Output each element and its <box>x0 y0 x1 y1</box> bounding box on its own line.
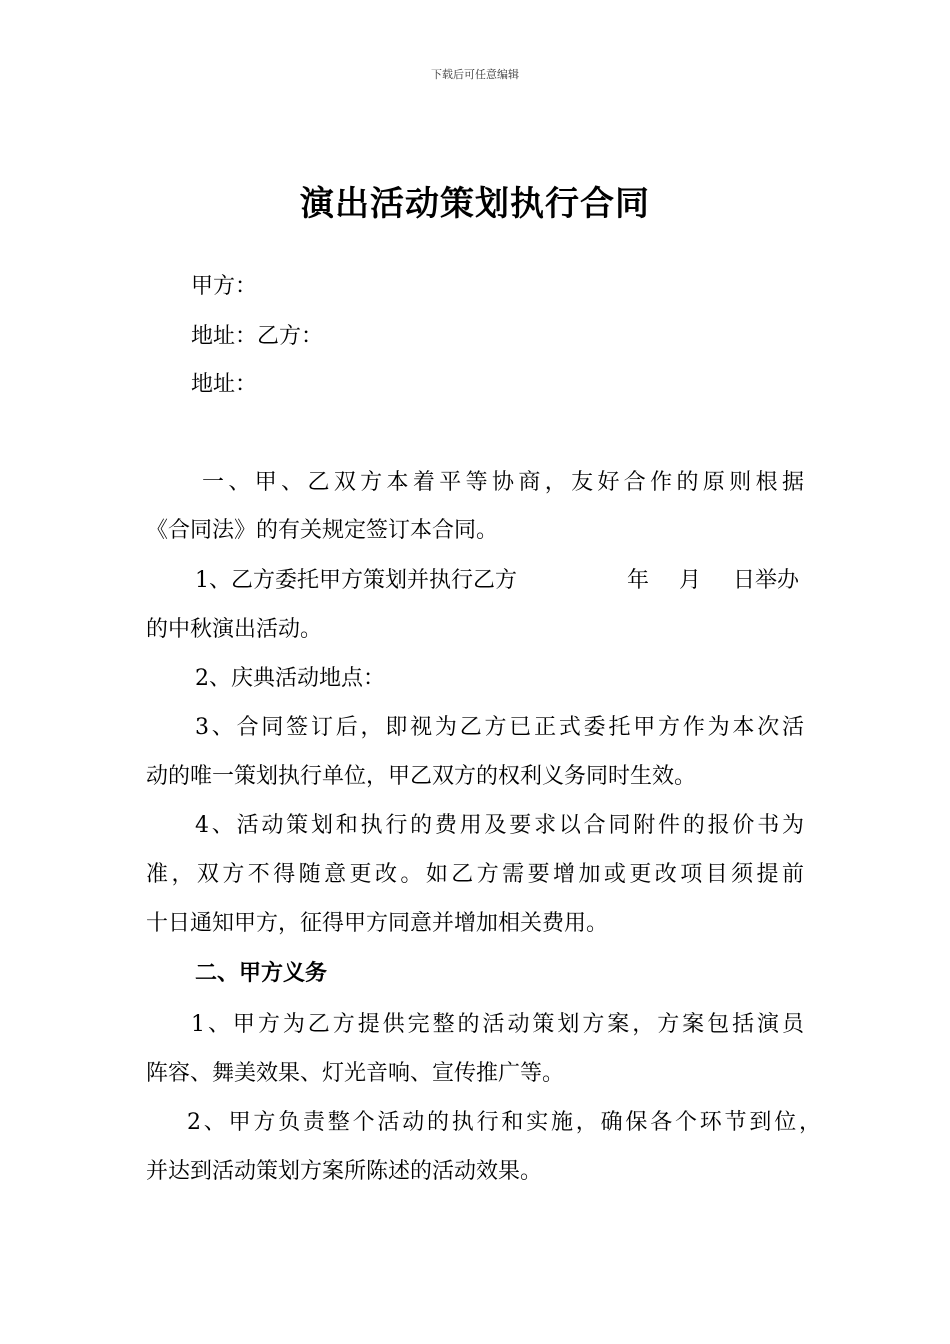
item1-year: 年 <box>627 568 650 593</box>
section1-item4-line1: 4、活动策划和执行的费用及要求以合同附件的报价书为 <box>195 813 804 838</box>
section1-intro-line1: 一、甲、乙双方本着平等协商，友好合作的原则根据 <box>202 470 804 495</box>
section1-item3-line1: 3、合同签订后，即视为乙方已正式委托甲方作为本次活 <box>195 715 804 740</box>
address-party-b-label: 地址：乙方： <box>191 324 324 349</box>
section2-item1-line1: 1、甲方为乙方提供完整的活动策划方案，方案包括演员 <box>191 1012 804 1037</box>
header-note: 下载后可任意编辑 <box>431 68 519 81</box>
section1-item1-line2: 的中秋演出活动。 <box>146 617 323 642</box>
section2-item1-line2: 阵容、舞美效果、灯光音响、宣传推广等。 <box>146 1061 565 1086</box>
address-label: 地址： <box>191 372 258 397</box>
document-title: 演出活动策划执行合同 <box>300 184 650 224</box>
item1-text: 1、乙方委托甲方策划并执行乙方 <box>195 568 517 593</box>
section1-item2: 2、庆典活动地点： <box>195 666 385 691</box>
section1-intro-line2: 《合同法》的有关规定签订本合同。 <box>146 518 499 543</box>
section1-item4-line3: 十日通知甲方，征得甲方同意并增加相关费用。 <box>146 911 609 936</box>
item1-day: 日举办 <box>733 568 800 593</box>
item1-month: 月 <box>679 568 702 593</box>
section2-item2-line2: 并达到活动策划方案所陈述的活动效果。 <box>146 1159 543 1184</box>
section1-item4-line2: 准，双方不得随意更改。如乙方需要增加或更改项目须提前 <box>146 862 804 887</box>
section1-item3-line2: 动的唯一策划执行单位，甲乙双方的权利义务同时生效。 <box>146 764 697 789</box>
party-a-label: 甲方： <box>191 274 258 299</box>
section1-item1-line1 <box>195 566 805 596</box>
section2-item2-line1: 2、甲方负责整个活动的执行和实施，确保各个环节到位， <box>187 1110 821 1135</box>
section2-heading: 二、甲方义务 <box>195 961 328 986</box>
